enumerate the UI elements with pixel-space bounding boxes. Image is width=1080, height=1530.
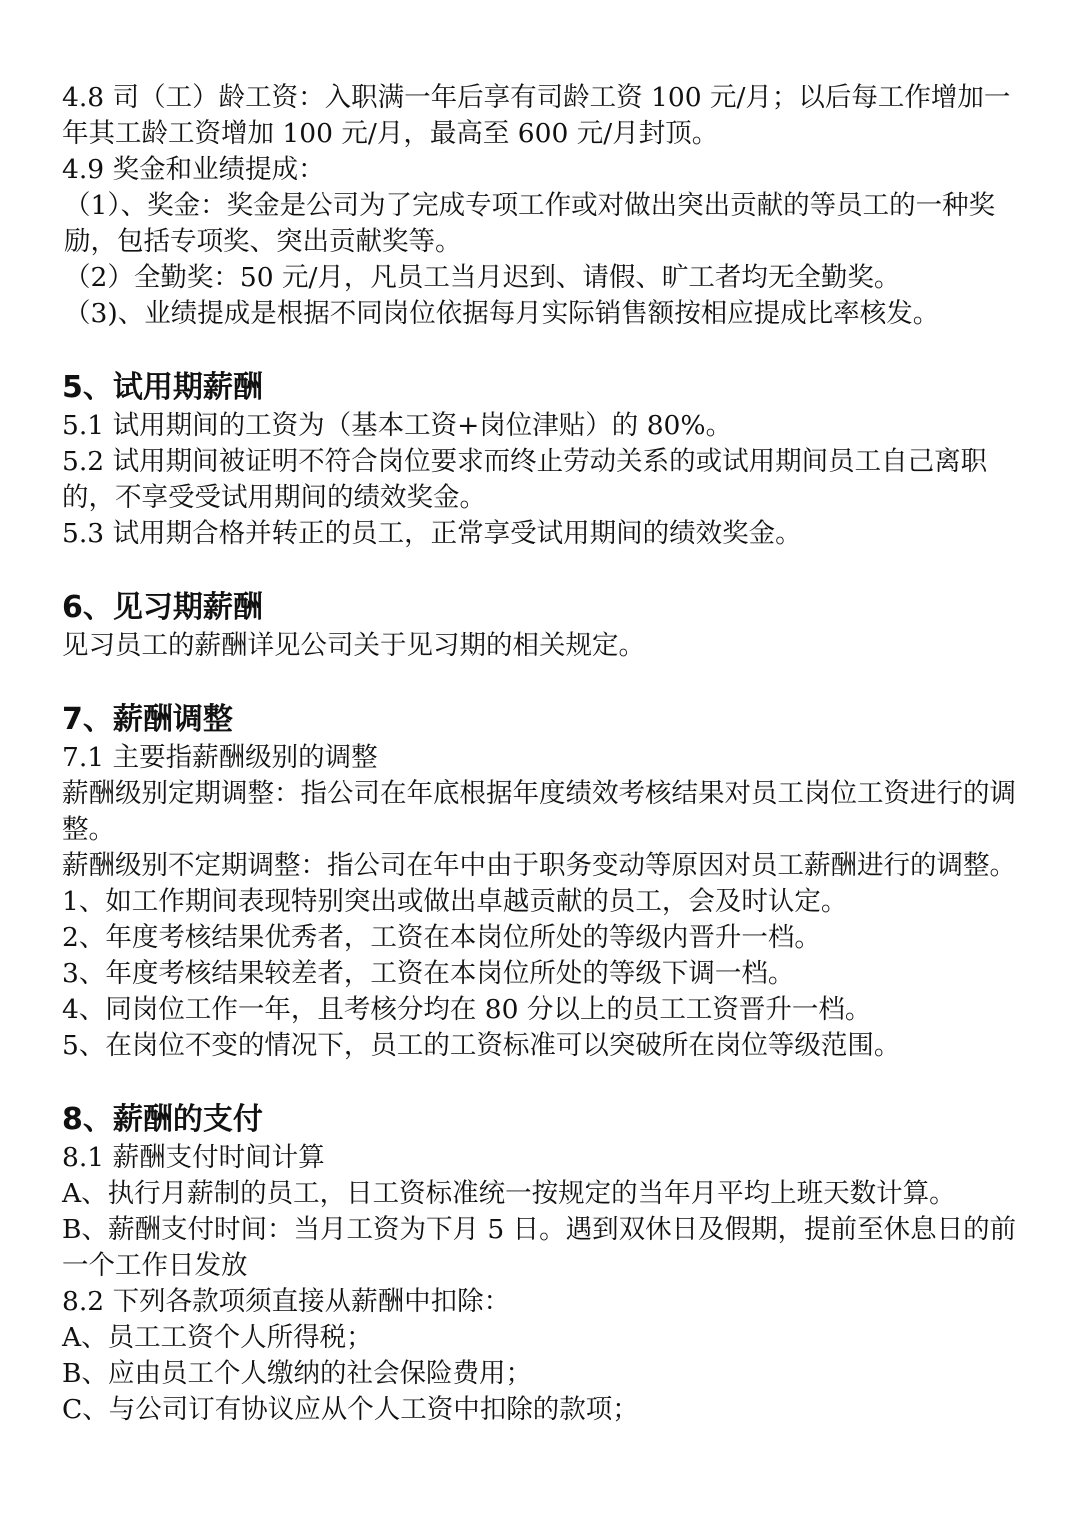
- paragraph-8-1-a: A、执行月薪制的员工，日工资标准统一按规定的当年月平均上班天数计算。: [62, 1178, 956, 1209]
- list-item-7-1: 1、如工作期间表现特别突出或做出卓越贡献的员工，会及时认定。: [62, 886, 848, 917]
- paragraph-6-text: 见习员工的薪酬详见公司关于见习期的相关规定。: [62, 630, 645, 661]
- section-spacer: [62, 664, 1028, 700]
- section-spacer: [62, 1064, 1028, 1100]
- paragraph-commission: （3)、业绩提成是根据不同岗位依据每月实际销售额按相应提成比率核发。: [64, 298, 940, 329]
- paragraph-4-8: 4.8 司（工）龄工资：入职满一年后享有司龄工资 100 元/月；以后每工作增加一年其工龄工资增加 100 元/月，最高至 600 元/月封顶。: [62, 82, 1011, 149]
- paragraph-8-1-b: B、薪酬支付时间：当月工资为下月 5 日。遇到双休日及假期，提前至休息日的前一个工作日发放: [62, 1214, 1017, 1281]
- paragraph-8-2-a: A、员工工资个人所得税；: [62, 1322, 373, 1353]
- document-page: [62, 80, 1028, 1428]
- paragraph-5-2: 5.2 试用期间被证明不符合岗位要求而终止劳动关系的或试用期间员工自己离职的，不享受受试用期间的绩效奖金。: [62, 446, 988, 513]
- paragraph-8-2: 8.2 下列各款项须直接从薪酬中扣除：: [62, 1286, 511, 1317]
- paragraph-5-3: 5.3 试用期合格并转正的员工，正常享受试用期间的绩效奖金。: [62, 518, 802, 549]
- list-item-7-3: 3、年度考核结果较差者，工资在本岗位所处的等级下调一档。: [62, 958, 795, 989]
- paragraph-4-9: 4.9 奖金和业绩提成：: [62, 154, 325, 185]
- section-spacer: [62, 332, 1028, 368]
- section-heading-5: 5、试用期薪酬: [62, 370, 263, 405]
- list-item-7-4: 4、同岗位工作一年，且考核分均在 80 分以上的员工工资晋升一档。: [62, 994, 872, 1025]
- paragraph-bonus: （1）、奖金：奖金是公司为了完成专项工作或对做出突出贡献的等员工的一种奖励，包括专项奖、突出贡献奖等。: [64, 190, 996, 257]
- paragraph-5-1: 5.1 试用期间的工资为（基本工资+岗位津贴）的 80%。: [62, 410, 733, 441]
- section-heading-8: 8、薪酬的支付: [62, 1102, 263, 1137]
- paragraph-8-2-b: B、应由员工个人缴纳的社会保险费用；: [62, 1358, 532, 1389]
- list-item-7-5: 5、在岗位不变的情况下，员工的工资标准可以突破所在岗位等级范围。: [62, 1030, 901, 1061]
- paragraph-7-1: 7.1 主要指薪酬级别的调整: [62, 742, 378, 773]
- section-heading-7: 7、薪酬调整: [62, 702, 233, 737]
- paragraph-8-1: 8.1 薪酬支付时间计算: [62, 1142, 325, 1173]
- paragraph-7-periodic: 薪酬级别定期调整：指公司在年底根据年度绩效考核结果对员工岗位工资进行的调整。: [62, 778, 1016, 845]
- section-heading-6: 6、见习期薪酬: [62, 590, 263, 625]
- list-item-7-2: 2、年度考核结果优秀者，工资在本岗位所处的等级内晋升一档。: [62, 922, 821, 953]
- paragraph-attendance-bonus: （2）全勤奖：50 元/月，凡员工当月迟到、请假、旷工者均无全勤奖。: [64, 262, 901, 293]
- section-spacer: [62, 552, 1028, 588]
- paragraph-8-2-c: C、与公司订有协议应从个人工资中扣除的款项；: [62, 1394, 639, 1425]
- paragraph-7-nonperiodic: 薪酬级别不定期调整：指公司在年中由于职务变动等原因对员工薪酬进行的调整。: [62, 850, 1016, 881]
